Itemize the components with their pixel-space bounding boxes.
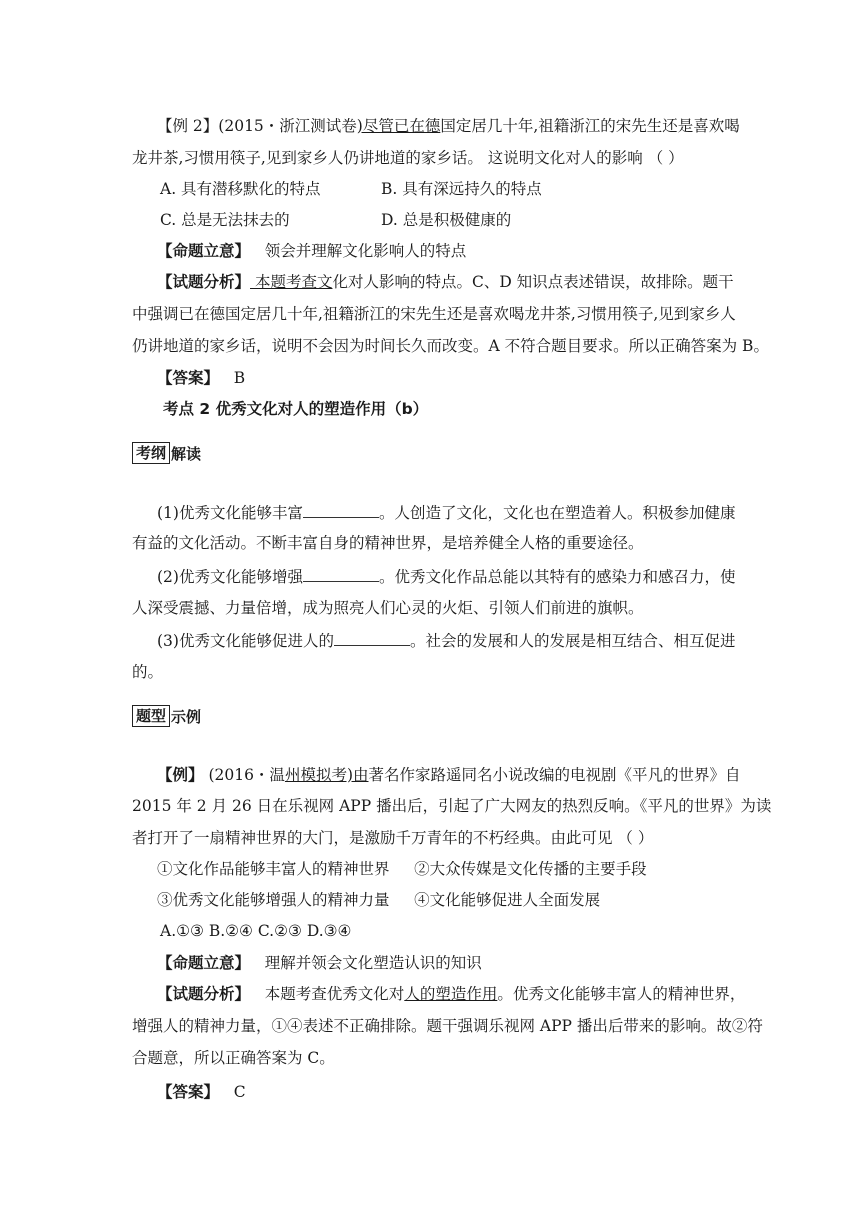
example2-option-c: C. 总是无法抹去的 bbox=[160, 211, 290, 229]
example2-analysis-line3: 仍讲地道的家乡话，说明不会因为时间长久而改变。A 不符合题目要求。所以正确答案为 B。 bbox=[132, 337, 769, 355]
example-stem-line3: 者打开了一扇精神世界的大门，是激励千万青年的不朽经典。由此可见 （ ） bbox=[132, 829, 654, 847]
example-analysis-rest: 。优秀文化能够丰富人的精神世界， bbox=[497, 985, 746, 1003]
example-intent-text: 理解并领会文化塑造认识的知识 bbox=[264, 954, 482, 972]
example-analysis-underlined: 人的塑造作用 bbox=[404, 985, 498, 1003]
example2-intent bbox=[157, 241, 466, 261]
fill-blank-3 bbox=[334, 630, 410, 646]
example-item-3: ③优秀文化能够增强人的精神力量 bbox=[157, 891, 390, 909]
example-items-row2 bbox=[157, 890, 600, 910]
example2-answer bbox=[157, 368, 245, 388]
section-example-box: 题型 bbox=[132, 705, 170, 727]
example-source-underlined: 州模拟考)由 bbox=[284, 766, 369, 784]
outline-point3-line2: 的。 bbox=[132, 663, 164, 681]
outline-point2-line1 bbox=[157, 566, 735, 587]
example-item-2: ②大众传媒是文化传播的主要手段 bbox=[414, 860, 647, 878]
example-answer bbox=[157, 1082, 246, 1102]
example-answer-label: 【答案】 bbox=[157, 1082, 220, 1101]
section-example-tail: 示例 bbox=[171, 708, 202, 726]
example2-source: (2015・浙江测试卷 bbox=[218, 117, 357, 135]
example2-analysis-rest: 化对人影响的特点。C、D 知识点表述错误，故排除。题干 bbox=[332, 273, 734, 291]
example-intent bbox=[157, 953, 482, 973]
outline-point3-end: 。社会的发展和人的发展是相互结合、相互促进 bbox=[409, 632, 736, 650]
example-analysis-line1 bbox=[157, 984, 745, 1004]
outline-point3-start: (3)优秀文化能够促进人的 bbox=[157, 632, 334, 650]
example-analysis-prefix: 本题考查优秀文化对 bbox=[264, 985, 405, 1003]
example-stem-line2: 2015 年 2 月 26 日在乐视网 APP 播出后，引起了广大网友的热烈反响。《平凡的世界》为读 bbox=[132, 797, 772, 815]
example2-stem-line1 bbox=[157, 116, 740, 136]
outline-point2-end: 。优秀文化作品总能以其特有的感染力和感召力，使 bbox=[378, 568, 736, 586]
example-analysis-line2: 增强人的精神力量，①④表述不正确排除。题干强调乐视网 APP 播出后带来的影响。故②符 bbox=[132, 1017, 763, 1035]
outline-point1-start: (1)优秀文化能够丰富 bbox=[157, 504, 303, 522]
example-analysis-label: 【试题分析】 bbox=[157, 984, 251, 1003]
outline-point1-line1 bbox=[157, 502, 735, 523]
example2-stem-line2: 龙井茶,习惯用筷子,见到家乡人仍讲地道的家乡话。 这说明文化对人的影响 （ ） bbox=[132, 149, 684, 167]
example2-intent-label: 【命题立意】 bbox=[157, 241, 251, 260]
example2-intent-text: 领会并理解文化影响人的特点 bbox=[264, 242, 467, 260]
outline-point2-line2: 人深受震撼、力量倍增，成为照亮人们心灵的火炬、引领人们前进的旗帜。 bbox=[132, 599, 644, 617]
example2-analysis-underlined: 本题考查文 bbox=[250, 273, 333, 291]
example-source: (2016・温 bbox=[203, 766, 285, 784]
example-items-row1 bbox=[157, 859, 647, 879]
example-item-4: ④文化能够促进人全面发展 bbox=[414, 891, 601, 909]
section-outline-tail: 解读 bbox=[171, 445, 202, 463]
fill-blank-2 bbox=[303, 566, 379, 582]
section-outline-heading bbox=[132, 442, 201, 464]
outline-point2-start: (2)优秀文化能够增强 bbox=[157, 568, 303, 586]
kaodian2-heading: 考点 2 优秀文化对人的塑造作用（b） bbox=[163, 400, 429, 418]
example-stem-line1 bbox=[157, 765, 741, 785]
outline-point3-line1 bbox=[157, 630, 735, 651]
example2-label: 【例 2】 bbox=[157, 117, 219, 135]
section-example-heading bbox=[132, 705, 201, 727]
example2-option-a: A. 具有潜移默化的特点 bbox=[160, 180, 321, 198]
example2-analysis-label: 【试题分析】 bbox=[157, 272, 251, 291]
example-intent-label: 【命题立意】 bbox=[157, 953, 251, 972]
example2-answer-label: 【答案】 bbox=[157, 368, 220, 387]
outline-point1-end: 。人创造了文化，文化也在塑造着人。积极参加健康 bbox=[378, 504, 736, 522]
example2-stem-rest: 国定居几十年,祖籍浙江的宋先生还是喜欢喝 bbox=[440, 117, 740, 135]
example2-analysis-line2: 中强调已在德国定居几十年,祖籍浙江的宋先生还是喜欢喝龙井茶,习惯用筷子,见到家乡人 bbox=[132, 305, 736, 323]
example2-option-b: B. 具有深远持久的特点 bbox=[381, 180, 542, 198]
section-outline-box: 考纲 bbox=[132, 442, 170, 464]
example2-option-d: D. 总是积极健康的 bbox=[381, 211, 512, 229]
example-label: 【例】 bbox=[157, 765, 204, 784]
fill-blank-1 bbox=[303, 502, 379, 518]
example2-source-underlined: )尽管已在德 bbox=[356, 117, 441, 135]
outline-point1-line2: 有益的文化活动。不断丰富自身的精神世界，是培养健全人格的重要途径。 bbox=[132, 534, 644, 552]
example-analysis-line3: 合题意，所以正确答案为 C。 bbox=[132, 1049, 335, 1067]
example2-analysis-line1 bbox=[157, 272, 734, 292]
example-item-1: ①文化作品能够丰富人的精神世界 bbox=[157, 860, 390, 878]
example2-answer-value: B bbox=[233, 369, 246, 387]
example-stem-rest: 著名作家路遥同名小说改编的电视剧《平凡的世界》自 bbox=[368, 766, 741, 784]
example-options: A.①③ B.②④ C.②③ D.③④ bbox=[160, 922, 352, 940]
example-answer-value: C bbox=[233, 1083, 246, 1101]
